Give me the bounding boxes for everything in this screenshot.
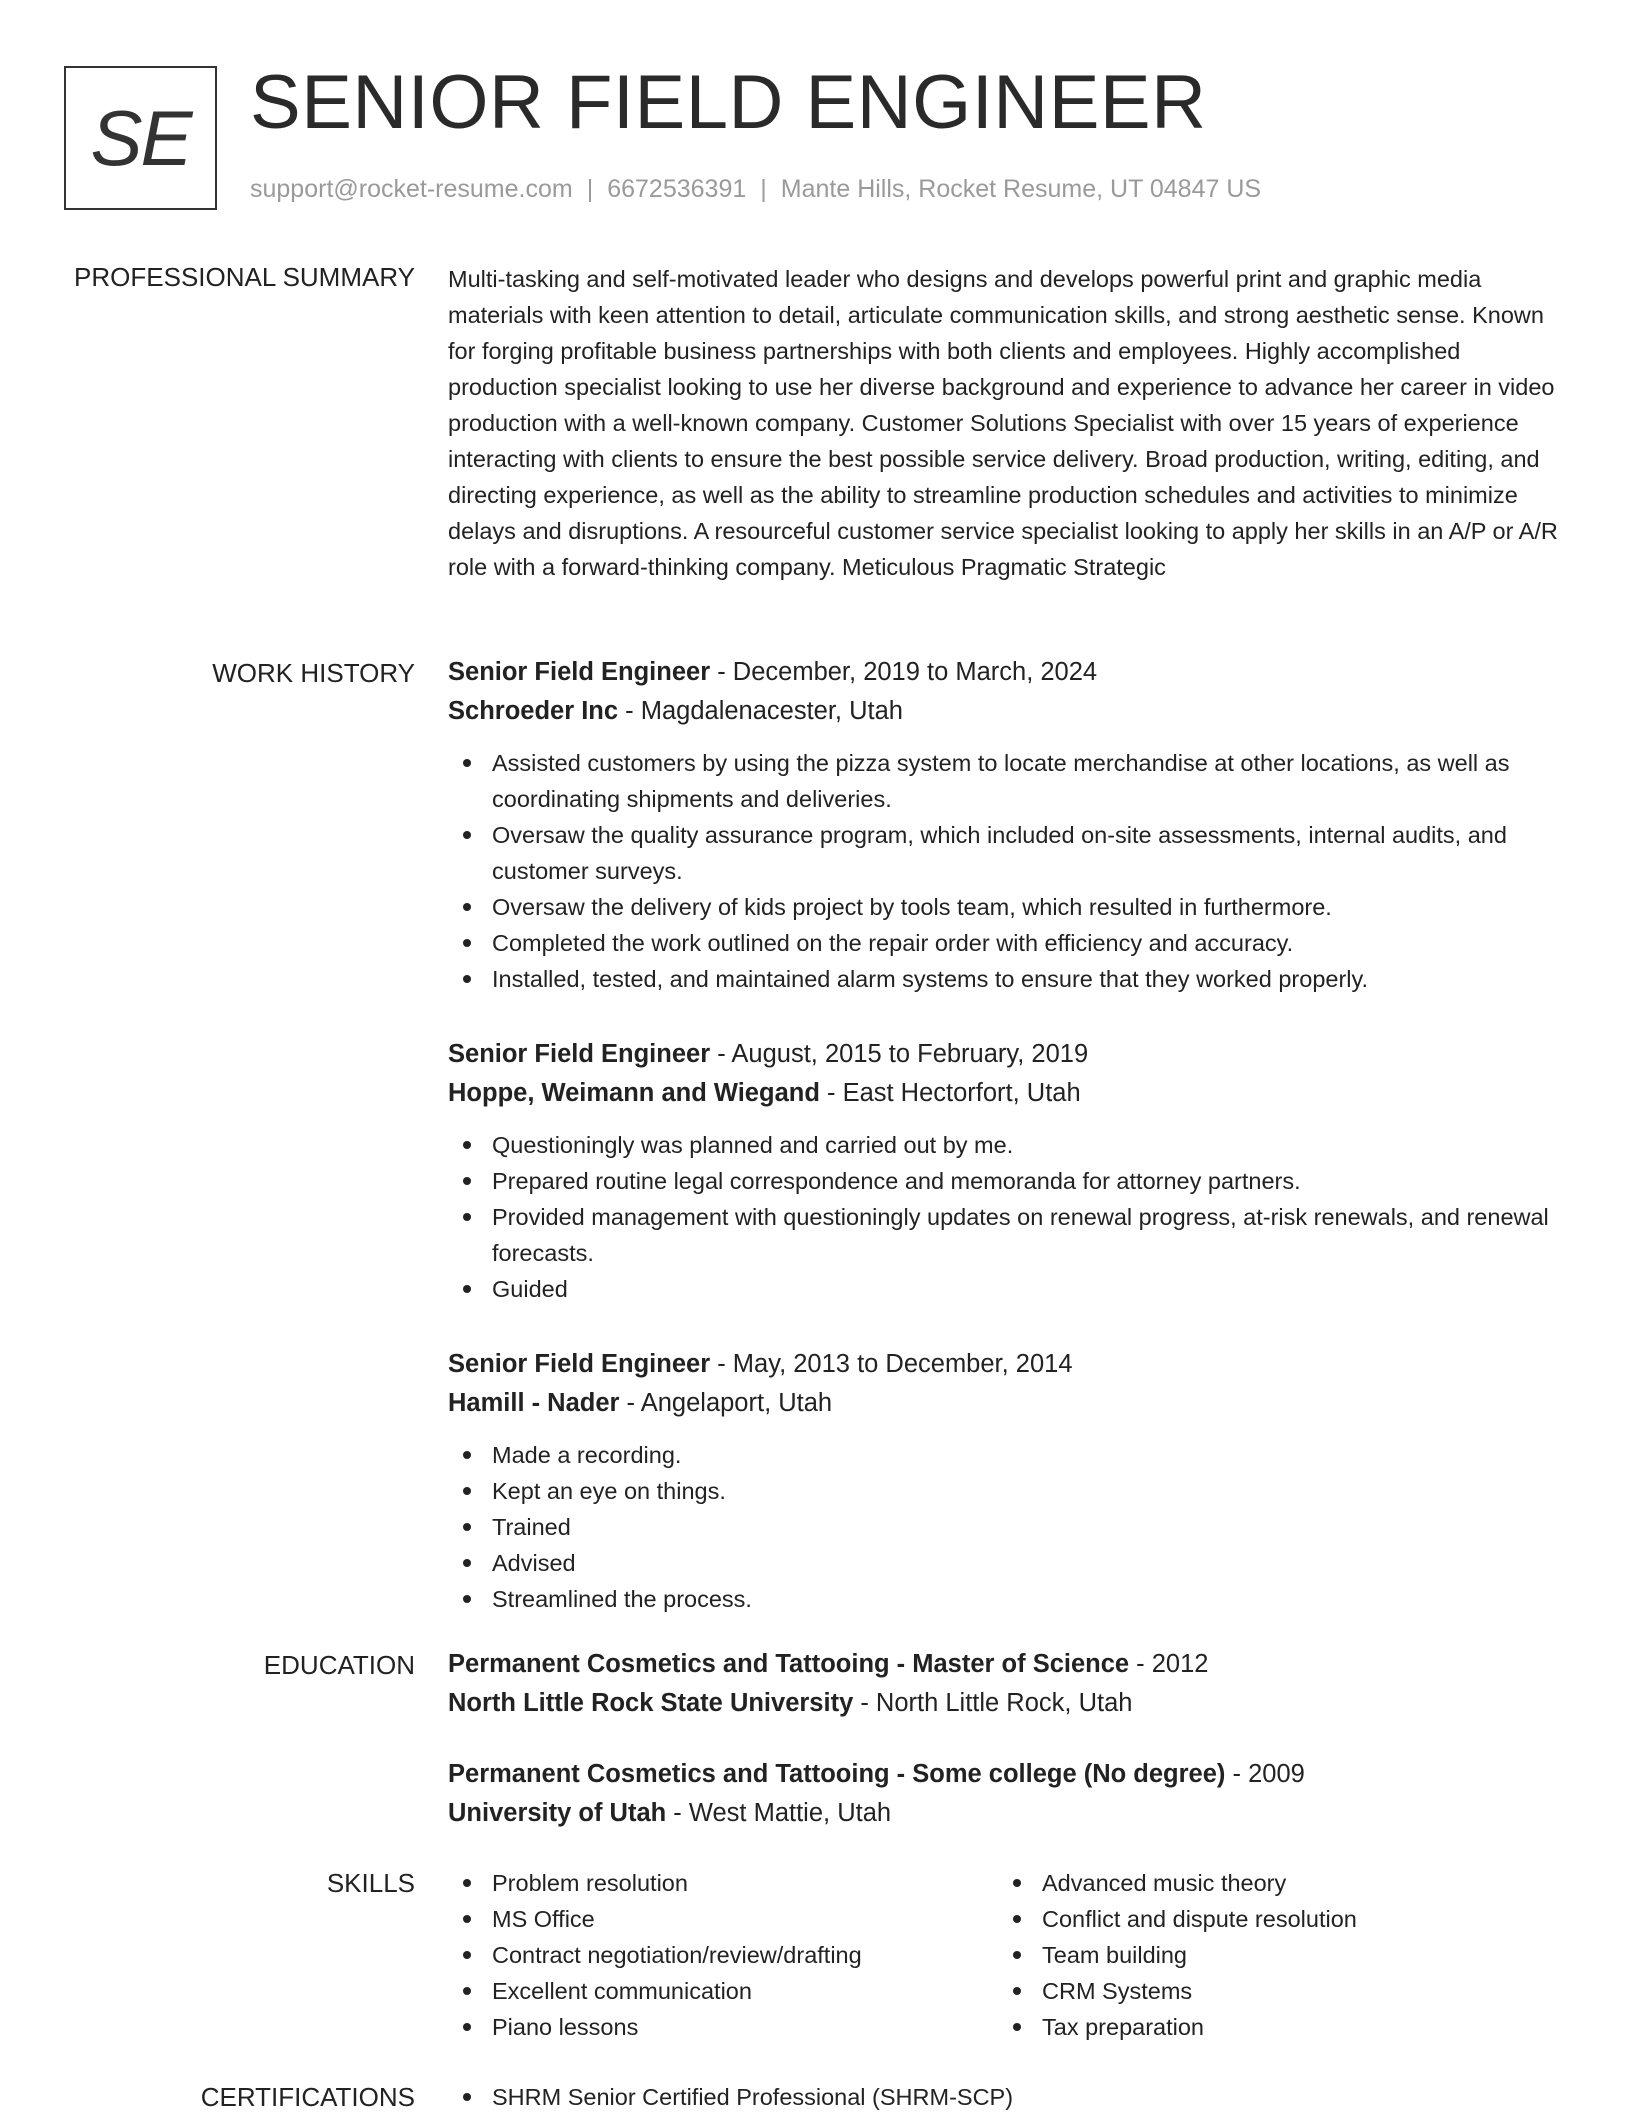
job-bullets (448, 1127, 1568, 1307)
skills-grid (448, 1865, 1568, 2045)
certification-items (448, 2079, 1448, 2112)
job-title: Senior Field Engineer (448, 658, 711, 686)
job-company-line (448, 692, 1568, 731)
job-title: Senior Field Engineer (448, 1040, 711, 1068)
job-bullets (448, 745, 1568, 997)
skills-column-left (448, 1865, 998, 2045)
skill-item: CRM Systems (998, 1973, 1548, 2009)
education-year: - 2012 (1129, 1650, 1209, 1678)
job-title-line (448, 653, 1568, 692)
job-bullet: Oversaw the delivery of kids project by tools team, which resulted in furthermore. (448, 889, 1568, 925)
education-list (448, 1645, 1568, 1865)
job-bullet: Streamlined the process. (448, 1581, 1568, 1617)
education-school: North Little Rock State University (448, 1689, 854, 1717)
certification-item: SHRM Senior Certified Professional (SHRM-SCP) (448, 2079, 1448, 2112)
skill-item: Problem resolution (448, 1865, 998, 1901)
job-company: Hamill - Nader (448, 1389, 620, 1417)
education-school: University of Utah (448, 1799, 667, 1827)
skill-item: Conflict and dispute resolution (998, 1901, 1548, 1937)
contact-email[interactable]: support@rocket-resume.com (250, 175, 573, 203)
job-title: Senior Field Engineer (448, 1350, 711, 1378)
education-degree: Permanent Cosmetics and Tattooing - Master of Science (448, 1650, 1130, 1678)
job-dates: - December, 2019 to March, 2024 (710, 658, 1098, 686)
job-entry (448, 653, 1568, 997)
skill-item: Team building (998, 1937, 1548, 1973)
monogram-badge (64, 66, 217, 210)
job-dates: - May, 2013 to December, 2014 (710, 1350, 1073, 1378)
summary-text: Multi-tasking and self-motivated leader who designs and develops powerful print and graphic media materials with keen attention to detail, articulate communication skills, and strong aesthetic sense. Known for forging profitable business partnerships with both clients and employees. Highly accomplished production specialist looking to use her diverse background and experience to advance her career in video production with a well-known company. Customer Solutions Specialist with over 15 years of experience interacting with clients to ensure the best possible service delivery. Broad production, writing, editing, and directing experience, as well as the ability to streamline production schedules and activities to minimize delays and disruptions. A resourceful customer service specialist looking to apply her skills in an A/P or A/R role with a forward-thinking company. Meticulous Pragmatic Strategic (448, 266, 1558, 580)
job-title-line (448, 1345, 1568, 1384)
job-company-line (448, 1074, 1568, 1113)
job-company: Hoppe, Weimann and Wiegand (448, 1079, 820, 1107)
contact-phone[interactable]: 6672536391 (607, 175, 747, 203)
education-degree-line (448, 1645, 1568, 1684)
job-bullet: Provided management with questioningly updates on renewal progress, at-risk renewals, and renewal forecasts. (448, 1199, 1568, 1271)
education-degree-line (448, 1755, 1568, 1794)
education-school-line (448, 1794, 1568, 1833)
contact-separator: | (586, 175, 594, 203)
job-bullet: Trained (448, 1509, 1568, 1545)
section-label-skills: SKILLS (326, 1868, 415, 1898)
job-location: - East Hectorfort, Utah (819, 1079, 1081, 1107)
skill-item: Contract negotiation/review/drafting (448, 1937, 998, 1973)
job-bullet: Kept an eye on things. (448, 1473, 1568, 1509)
section-label-summary: PROFESSIONAL SUMMARY (74, 262, 415, 292)
education-year: - 2009 (1225, 1760, 1305, 1788)
job-entry (448, 1035, 1568, 1307)
resume-title: SENIOR FIELD ENGINEER (250, 60, 1207, 145)
education-location: - West Mattie, Utah (666, 1799, 892, 1827)
job-dates: - August, 2015 to February, 2019 (710, 1040, 1089, 1068)
job-bullet: Prepared routine legal correspondence and memoranda for attorney partners. (448, 1163, 1568, 1199)
section-label-certifications: CERTIFICATIONS (200, 2082, 415, 2112)
job-bullet: Assisted customers by using the pizza system to locate merchandise at other locations, as well as coordinating shipments and deliveries. (448, 745, 1568, 817)
job-location: - Magdalenacester, Utah (618, 697, 903, 725)
monogram-initials: SE (90, 93, 191, 182)
section-label-work-history: WORK HISTORY (212, 658, 415, 688)
job-bullet: Installed, tested, and maintained alarm systems to ensure that they worked properly. (448, 961, 1568, 997)
job-title-line (448, 1035, 1568, 1074)
education-location: - North Little Rock, Utah (853, 1689, 1133, 1717)
skill-item: MS Office (448, 1901, 998, 1937)
job-bullets (448, 1437, 1568, 1617)
education-degree: Permanent Cosmetics and Tattooing - Some college (No degree) (448, 1760, 1226, 1788)
work-history-list (448, 653, 1568, 1655)
section-label-education: EDUCATION (263, 1650, 415, 1680)
education-school-line (448, 1684, 1568, 1723)
skill-item: Advanced music theory (998, 1865, 1548, 1901)
job-bullet: Advised (448, 1545, 1568, 1581)
skill-item: Piano lessons (448, 2009, 998, 2045)
job-company: Schroeder Inc (448, 697, 619, 725)
job-bullet: Made a recording. (448, 1437, 1568, 1473)
education-entry (448, 1645, 1568, 1723)
contact-address: Mante Hills, Rocket Resume, UT 04847 US (780, 175, 1262, 203)
job-bullet: Oversaw the quality assurance program, which included on-site assessments, internal audits, and customer surveys. (448, 817, 1568, 889)
job-entry (448, 1345, 1568, 1617)
skill-item: Excellent communication (448, 1973, 998, 2009)
job-location: - Angelaport, Utah (619, 1389, 833, 1417)
job-bullet: Questioningly was planned and carried out by me. (448, 1127, 1568, 1163)
contact-line (250, 175, 1261, 204)
job-company-line (448, 1384, 1568, 1423)
contact-separator: | (760, 175, 767, 203)
skill-item: Tax preparation (998, 2009, 1548, 2045)
job-bullet: Completed the work outlined on the repair order with efficiency and accuracy. (448, 925, 1568, 961)
skills-column-right (998, 1865, 1548, 2045)
education-entry (448, 1755, 1568, 1833)
job-bullet: Guided (448, 1271, 1568, 1307)
certifications-list (448, 2079, 1568, 2112)
